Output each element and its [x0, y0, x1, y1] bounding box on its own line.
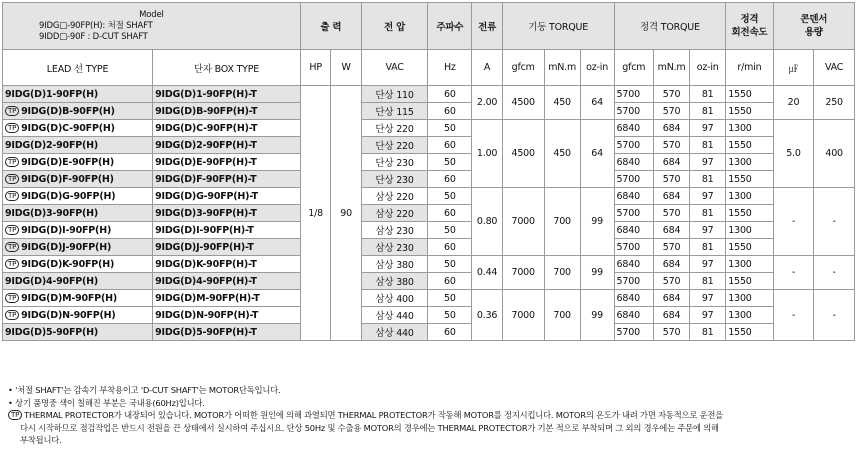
- speed-cell: 1550: [726, 137, 773, 154]
- box-type-cell: 9IDG(D)N-90FP(H)-T: [153, 307, 301, 324]
- table-row: [3, 137, 855, 154]
- rated-ozin-cell: 97: [690, 290, 726, 307]
- header-row-2: [3, 50, 855, 86]
- rated-gfcm-cell: 6840: [614, 256, 653, 273]
- hz-cell: 60: [428, 239, 472, 256]
- rated-ozin-cell: 81: [690, 324, 726, 341]
- speed-cell: 1550: [726, 103, 773, 120]
- voltage-cell: 삼상 380: [361, 273, 428, 290]
- table-row: [3, 290, 855, 307]
- note-1: • '처절 SHAFT'는 감속기 부착용이고 'D-CUT SHAFT'는 MOTOR단독입니다.: [8, 385, 281, 395]
- rated-gfcm-cell: 5700: [614, 171, 653, 188]
- uf-cell: -: [773, 188, 814, 256]
- hz-header: Hz: [428, 50, 472, 86]
- note-4: 다시 시작하므로 점검작업은 반드시 전원을 끈 상태에서 실시하여 주십시요. 단상 50Hz 및 수출용 MOTOR의 경우에는 THERMAL PROTECTOR가 기본 적으로 부착되며 그 외의 경우에는 주문에 의해: [20, 422, 719, 433]
- voltage-cell: 삼상 230: [361, 239, 428, 256]
- mnm-rated-header: mN.m: [654, 50, 690, 86]
- w-header: W: [331, 50, 361, 86]
- start-ozin-cell: 99: [580, 188, 614, 256]
- rated-gfcm-cell: 6840: [614, 188, 653, 205]
- lead-model: 9IDG(D)4-90FP(H): [5, 275, 99, 287]
- speed-cell: 1550: [726, 273, 773, 290]
- rated-mnm-cell: 570: [654, 324, 690, 341]
- hz-cell: 50: [428, 188, 472, 205]
- box-type-cell: 9IDG(D)B-90FP(H)-T: [153, 103, 301, 120]
- box-type-cell: 9IDG(D)5-90FP(H)-T: [153, 324, 301, 341]
- current-cell: 0.44: [472, 256, 502, 290]
- speed-cell: 1300: [726, 154, 773, 171]
- rated-mnm-cell: 570: [654, 239, 690, 256]
- rated-mnm-cell: 684: [654, 256, 690, 273]
- hz-cell: 60: [428, 273, 472, 290]
- rated-mnm-cell: 684: [654, 120, 690, 137]
- table-row: [3, 120, 855, 137]
- current-cell: 0.36: [472, 290, 502, 341]
- ozin-rated-header: oz-in: [690, 50, 726, 86]
- lead-model: 9IDG(D)5-90FP(H): [5, 326, 99, 338]
- lead-type-cell: [3, 256, 153, 273]
- current-cell: 2.00: [472, 86, 502, 120]
- notes: [8, 384, 856, 447]
- rated-ozin-cell: 81: [690, 86, 726, 103]
- lead-type-cell: [3, 120, 153, 137]
- rated-gfcm-cell: 5700: [614, 86, 653, 103]
- model-header: [3, 3, 301, 50]
- w-cell: 90: [331, 86, 361, 341]
- lead-type-cell: [3, 324, 153, 341]
- uf-cell: 20: [773, 86, 814, 120]
- box-type-cell: 9IDG(D)I-90FP(H)-T: [153, 222, 301, 239]
- rated-gfcm-cell: 6840: [614, 222, 653, 239]
- lead-model: 9IDG(D)K-90FP(H): [21, 258, 115, 270]
- rated-mnm-cell: 684: [654, 154, 690, 171]
- voltage-header: 전 압: [361, 3, 428, 50]
- current-cell: 0.80: [472, 188, 502, 256]
- hz-cell: 50: [428, 307, 472, 324]
- lead-model: 9IDG(D)F-90FP(H): [21, 173, 114, 185]
- lead-type-cell: [3, 273, 153, 290]
- table-row: [3, 324, 855, 341]
- gfcm-rated-header: gfcm: [614, 50, 653, 86]
- hz-cell: 60: [428, 324, 472, 341]
- rated-gfcm-cell: 5700: [614, 137, 653, 154]
- ozin-header: oz-in: [580, 50, 614, 86]
- hz-cell: 50: [428, 120, 472, 137]
- rated-gfcm-cell: 6840: [614, 154, 653, 171]
- hz-cell: 60: [428, 205, 472, 222]
- start-mnm-cell: 700: [544, 290, 580, 341]
- model-line-2: 9IDD□-90F : D-CUT SHAFT: [39, 31, 148, 42]
- rated-ozin-cell: 81: [690, 239, 726, 256]
- box-type-cell: 9IDG(D)K-90FP(H)-T: [153, 256, 301, 273]
- vac-header: VAC: [361, 50, 428, 86]
- uf-cell: 5.0: [773, 120, 814, 188]
- speed-cell: 1550: [726, 171, 773, 188]
- start-gfcm-cell: 4500: [502, 120, 544, 188]
- uf-cell: -: [773, 256, 814, 290]
- lead-model: 9IDG(D)N-90FP(H): [21, 309, 116, 321]
- rated-mnm-cell: 570: [654, 86, 690, 103]
- lead-model: 9IDG(D)E-90FP(H): [21, 156, 115, 168]
- start-ozin-cell: 64: [580, 86, 614, 120]
- lead-type-cell: [3, 171, 153, 188]
- capacitor-header: 콘덴서 용량: [773, 3, 854, 50]
- hp-header: HP: [300, 50, 330, 86]
- lead-type-cell: [3, 222, 153, 239]
- lead-model: 9IDG(D)C-90FP(H): [21, 122, 115, 134]
- table-row: [3, 307, 855, 324]
- cap-vac-cell: -: [814, 256, 855, 290]
- rated-gfcm-cell: 6840: [614, 290, 653, 307]
- mnm-header: mN.m: [544, 50, 580, 86]
- start-gfcm-cell: 7000: [502, 290, 544, 341]
- voltage-cell: 삼상 440: [361, 324, 428, 341]
- voltage-cell: 단상 110: [361, 86, 428, 103]
- table-row: [3, 154, 855, 171]
- start-ozin-cell: 64: [580, 120, 614, 188]
- speed-cell: 1550: [726, 324, 773, 341]
- rated-ozin-cell: 97: [690, 256, 726, 273]
- rated-ozin-cell: 81: [690, 103, 726, 120]
- box-type-cell: 9IDG(D)4-90FP(H)-T: [153, 273, 301, 290]
- table-row: [3, 239, 855, 256]
- speed-cell: 1300: [726, 290, 773, 307]
- lead-type-cell: [3, 239, 153, 256]
- note-5: 부착됩니다.: [20, 435, 62, 445]
- rated-mnm-cell: 570: [654, 103, 690, 120]
- box-type-cell: 9IDG(D)2-90FP(H)-T: [153, 137, 301, 154]
- tp-icon: TP: [5, 106, 19, 116]
- table-row: [3, 188, 855, 205]
- current-header: 전류: [472, 3, 502, 50]
- rated-speed-header: 정격 회전속도: [726, 3, 773, 50]
- gfcm-header: gfcm: [502, 50, 544, 86]
- rated-ozin-cell: 97: [690, 154, 726, 171]
- box-type-header: 단자 BOX TYPE: [153, 50, 301, 86]
- tp-icon: TP: [5, 191, 19, 201]
- hz-cell: 60: [428, 103, 472, 120]
- start-gfcm-cell: 7000: [502, 256, 544, 290]
- lead-type-cell: [3, 154, 153, 171]
- cap-vac-cell: 400: [814, 120, 855, 188]
- hz-cell: 60: [428, 171, 472, 188]
- lead-model: 9IDG(D)3-90FP(H): [5, 207, 99, 219]
- box-type-cell: 9IDG(D)E-90FP(H)-T: [153, 154, 301, 171]
- cap-vac-cell: -: [814, 188, 855, 256]
- lead-model: 9IDG(D)I-90FP(H): [21, 224, 112, 236]
- tp-icon: TP: [5, 225, 19, 235]
- table-row: [3, 273, 855, 290]
- speed-cell: 1300: [726, 222, 773, 239]
- lead-model: 9IDG(D)B-90FP(H): [21, 105, 115, 117]
- box-type-cell: 9IDG(D)C-90FP(H)-T: [153, 120, 301, 137]
- box-type-cell: 9IDG(D)G-90FP(H)-T: [153, 188, 301, 205]
- note-2: • 상기 품명중 색이 칠해진 부분은 국내용(60Hz)입니다.: [8, 397, 205, 408]
- lead-type-cell: [3, 307, 153, 324]
- table-row: [3, 171, 855, 188]
- rated-gfcm-cell: 6840: [614, 120, 653, 137]
- rated-mnm-cell: 570: [654, 205, 690, 222]
- voltage-cell: 삼상 230: [361, 222, 428, 239]
- voltage-cell: 단상 220: [361, 120, 428, 137]
- rated-mnm-cell: 684: [654, 290, 690, 307]
- cap-vac-cell: -: [814, 290, 855, 341]
- rated-ozin-cell: 97: [690, 307, 726, 324]
- rated-ozin-cell: 81: [690, 273, 726, 290]
- hz-cell: 50: [428, 256, 472, 273]
- rated-ozin-cell: 97: [690, 188, 726, 205]
- rated-gfcm-cell: 5700: [614, 103, 653, 120]
- uf-header: ㎌: [773, 50, 814, 86]
- lead-model: 9IDG(D)M-90FP(H): [21, 292, 118, 304]
- rated-ozin-cell: 97: [690, 120, 726, 137]
- start-ozin-cell: 99: [580, 256, 614, 290]
- voltage-cell: 단상 230: [361, 171, 428, 188]
- lead-type-cell: [3, 290, 153, 307]
- tp-icon: TP: [5, 242, 19, 252]
- rated-ozin-cell: 81: [690, 137, 726, 154]
- rated-gfcm-cell: 5700: [614, 273, 653, 290]
- voltage-cell: 삼상 440: [361, 307, 428, 324]
- rated-gfcm-cell: 5700: [614, 205, 653, 222]
- lead-type-cell: [3, 137, 153, 154]
- rated-ozin-cell: 81: [690, 205, 726, 222]
- table-row: [3, 86, 855, 103]
- voltage-cell: 삼상 220: [361, 188, 428, 205]
- voltage-cell: 단상 230: [361, 154, 428, 171]
- tp-icon: TP: [5, 310, 19, 320]
- a-header: A: [472, 50, 502, 86]
- rated-mnm-cell: 570: [654, 171, 690, 188]
- lead-model: 9IDG(D)J-90FP(H): [21, 241, 112, 253]
- motor-spec-table: [2, 2, 855, 341]
- lead-model: 9IDG(D)2-90FP(H): [5, 139, 99, 151]
- hz-cell: 50: [428, 154, 472, 171]
- voltage-cell: 단상 115: [361, 103, 428, 120]
- tp-icon: TP: [5, 174, 19, 184]
- lead-type-cell: [3, 205, 153, 222]
- speed-cell: 1300: [726, 120, 773, 137]
- rated-ozin-cell: 97: [690, 222, 726, 239]
- rated-mnm-cell: 684: [654, 307, 690, 324]
- vac2-header: VAC: [814, 50, 855, 86]
- uf-cell: -: [773, 290, 814, 341]
- start-mnm-cell: 700: [544, 188, 580, 256]
- box-type-cell: 9IDG(D)3-90FP(H)-T: [153, 205, 301, 222]
- hz-cell: 60: [428, 86, 472, 103]
- table-row: [3, 222, 855, 239]
- rated-mnm-cell: 570: [654, 137, 690, 154]
- speed-cell: 1550: [726, 86, 773, 103]
- box-type-cell: 9IDG(D)M-90FP(H)-T: [153, 290, 301, 307]
- lead-type-cell: [3, 103, 153, 120]
- tp-icon: TP: [5, 293, 19, 303]
- speed-cell: 1300: [726, 307, 773, 324]
- hz-cell: 50: [428, 290, 472, 307]
- lead-type-header: LEAD 선 TYPE: [3, 50, 153, 86]
- start-mnm-cell: 450: [544, 120, 580, 188]
- table-row: [3, 256, 855, 273]
- cap-vac-cell: 250: [814, 86, 855, 120]
- hz-cell: 60: [428, 137, 472, 154]
- current-cell: 1.00: [472, 120, 502, 188]
- table-row: [3, 103, 855, 120]
- rated-mnm-cell: 684: [654, 188, 690, 205]
- lead-type-cell: [3, 86, 153, 103]
- rated-ozin-cell: 81: [690, 171, 726, 188]
- voltage-cell: 삼상 220: [361, 205, 428, 222]
- speed-cell: 1300: [726, 256, 773, 273]
- rated-gfcm-cell: 6840: [614, 307, 653, 324]
- tp-icon: TP: [5, 259, 19, 269]
- note-3: TP THERMAL PROTECTOR가 내장되어 있습니다. MOTOR가 어떠한 원인에 의해 과열되면 THERMAL PROTECTOR가 작동해 MOTOR를 정지시킵니다. MOTOR의 온도가 내려 가면 자동적으로 운전을: [8, 409, 856, 422]
- start-torque-header: 기동 TORQUE: [502, 3, 614, 50]
- voltage-cell: 단상 220: [361, 137, 428, 154]
- voltage-cell: 삼상 380: [361, 256, 428, 273]
- rated-gfcm-cell: 5700: [614, 324, 653, 341]
- header-row-1: [3, 3, 855, 50]
- start-mnm-cell: 450: [544, 86, 580, 120]
- rated-mnm-cell: 570: [654, 273, 690, 290]
- speed-cell: 1550: [726, 239, 773, 256]
- hp-cell: 1/8: [300, 86, 330, 341]
- model-title: Model: [139, 9, 164, 20]
- tp-icon: TP: [5, 157, 19, 167]
- model-line-1: 9IDG□-90FP(H): 처절 SHAFT: [39, 20, 153, 31]
- lead-model: 9IDG(D)G-90FP(H): [21, 190, 116, 202]
- speed-cell: 1550: [726, 205, 773, 222]
- lead-model: 9IDG(D)1-90FP(H): [5, 88, 99, 100]
- lead-type-cell: [3, 188, 153, 205]
- rated-gfcm-cell: 5700: [614, 239, 653, 256]
- start-gfcm-cell: 7000: [502, 188, 544, 256]
- start-mnm-cell: 700: [544, 256, 580, 290]
- table-row: [3, 205, 855, 222]
- box-type-cell: 9IDG(D)J-90FP(H)-T: [153, 239, 301, 256]
- rated-mnm-cell: 684: [654, 222, 690, 239]
- frequency-header: 주파수: [428, 3, 472, 50]
- hz-cell: 50: [428, 222, 472, 239]
- start-ozin-cell: 99: [580, 290, 614, 341]
- start-gfcm-cell: 4500: [502, 86, 544, 120]
- speed-cell: 1300: [726, 188, 773, 205]
- rmin-header: r/min: [726, 50, 773, 86]
- tp-icon: TP: [8, 410, 22, 420]
- output-header: 출 력: [300, 3, 361, 50]
- box-type-cell: 9IDG(D)F-90FP(H)-T: [153, 171, 301, 188]
- rated-torque-header: 정격 TORQUE: [614, 3, 726, 50]
- tp-icon: TP: [5, 123, 19, 133]
- box-type-cell: 9IDG(D)1-90FP(H)-T: [153, 86, 301, 103]
- voltage-cell: 삼상 400: [361, 290, 428, 307]
